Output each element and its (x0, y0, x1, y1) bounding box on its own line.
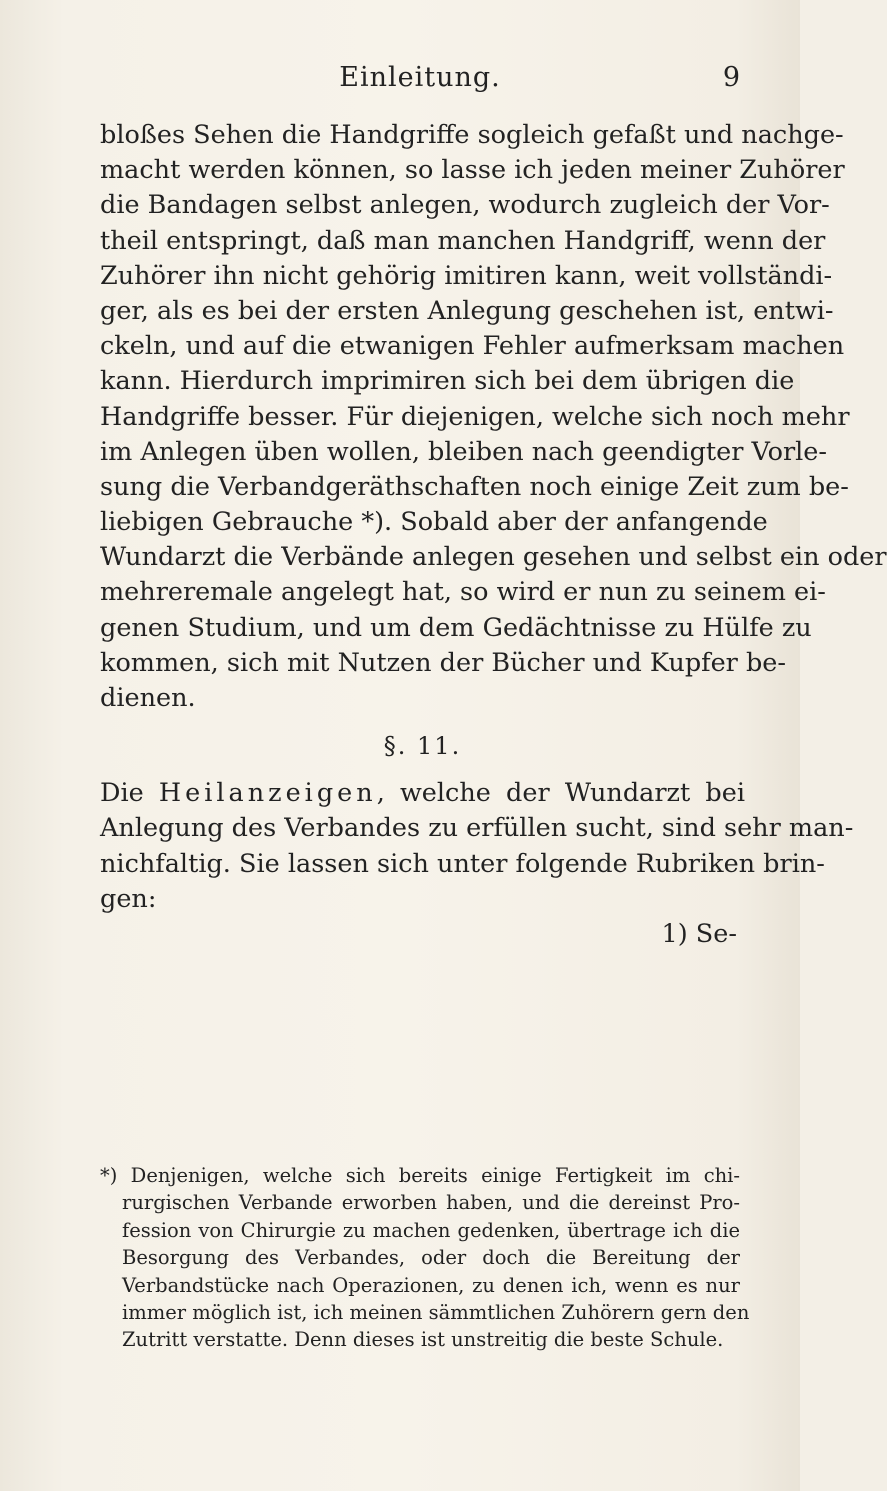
text-line: im Anlegen üben wollen, bleiben nach geendigter Vorle- (100, 436, 827, 467)
page-number: 9 (722, 62, 740, 93)
text-line: bloßes Sehen die Handgriffe sogleich gefaßt und nachge- (100, 120, 844, 150)
text-line: genen Studium, und um dem Gedächtnisse zu Hülfe zu (100, 612, 812, 643)
section-term: Heilanzeigen (158, 778, 377, 809)
body-text (100, 118, 887, 952)
page-header (100, 62, 740, 102)
footnote-line: Verbandstücke nach Operazionen, zu denen ich, wenn es nur (122, 1273, 740, 1297)
text-line: die Bandagen selbst anlegen, wodurch zugleich der Vor- (100, 190, 830, 221)
text-line: Wundarzt die Verbände anlegen gesehen und selbst ein oder (100, 542, 887, 573)
text-line: kann. Hierdurch imprimiren sich bei dem übrigen die (100, 366, 795, 397)
footnote-line: Besorgung des Verbandes, oder doch die Bereitung der (122, 1246, 740, 1270)
section-heading (100, 716, 745, 776)
text-line: macht werden können, so lasse ich jeden meiner Zuhörer (100, 155, 845, 186)
footnote-line: rurgischen Verbande erworben haben, und die dereinst Pro- (122, 1191, 740, 1215)
footnote (100, 1162, 750, 1354)
footnote-line: immer möglich ist, ich meinen sämmtlichen Zuhörern gern den (122, 1300, 750, 1324)
text-line: sung die Verbandgeräthschaften noch einige Zeit zum be- (100, 471, 849, 502)
section-first-word: Die (100, 778, 144, 809)
footnote-line: fession von Chirurgie zu machen gedenken, übertrage ich die (122, 1218, 740, 1242)
text-line (100, 776, 745, 811)
catchword: 1) Se- (661, 918, 737, 949)
footnote-line: Zutritt verstatte. Denn dieses ist unstreitig die beste Schule. (122, 1328, 724, 1352)
text-line: ckeln, und auf die etwanigen Fehler aufmerksam machen (100, 331, 845, 362)
section-number: §. 11. (383, 732, 462, 761)
text-line: ger, als es bei der ersten Anlegung geschehen ist, entwi- (100, 295, 834, 326)
text-line: mehreremale angelegt hat, so wird er nun zu seinem ei- (100, 577, 826, 608)
text-line: dienen. (100, 683, 196, 713)
text-line: theil entspringt, daß man manchen Handgriff, wenn der (100, 225, 826, 256)
text-line: kommen, sich mit Nutzen der Bücher und Kupfer be- (100, 647, 786, 678)
text-line: Anlegung des Verbandes zu erfüllen sucht, sind sehr man- (100, 813, 854, 844)
text-line: liebigen Gebrauche *). Sobald aber der anfangende (100, 507, 768, 538)
text-line: Handgriffe besser. Für diejenigen, welche sich noch mehr (100, 401, 850, 432)
text-line: gen: (100, 883, 157, 914)
section-line-rest: , welche der Wundarzt bei (376, 778, 745, 809)
running-title: Einleitung. (339, 62, 501, 93)
footnote-line: *) Denjenigen, welche sich bereits einige Fertigkeit im chi- (100, 1164, 740, 1187)
text-line: Zuhörer ihn nicht gehörig imitiren kann, weit vollständi- (100, 260, 833, 291)
text-line: nichfaltig. Sie lassen sich unter folgende Rubriken brin- (100, 848, 825, 879)
